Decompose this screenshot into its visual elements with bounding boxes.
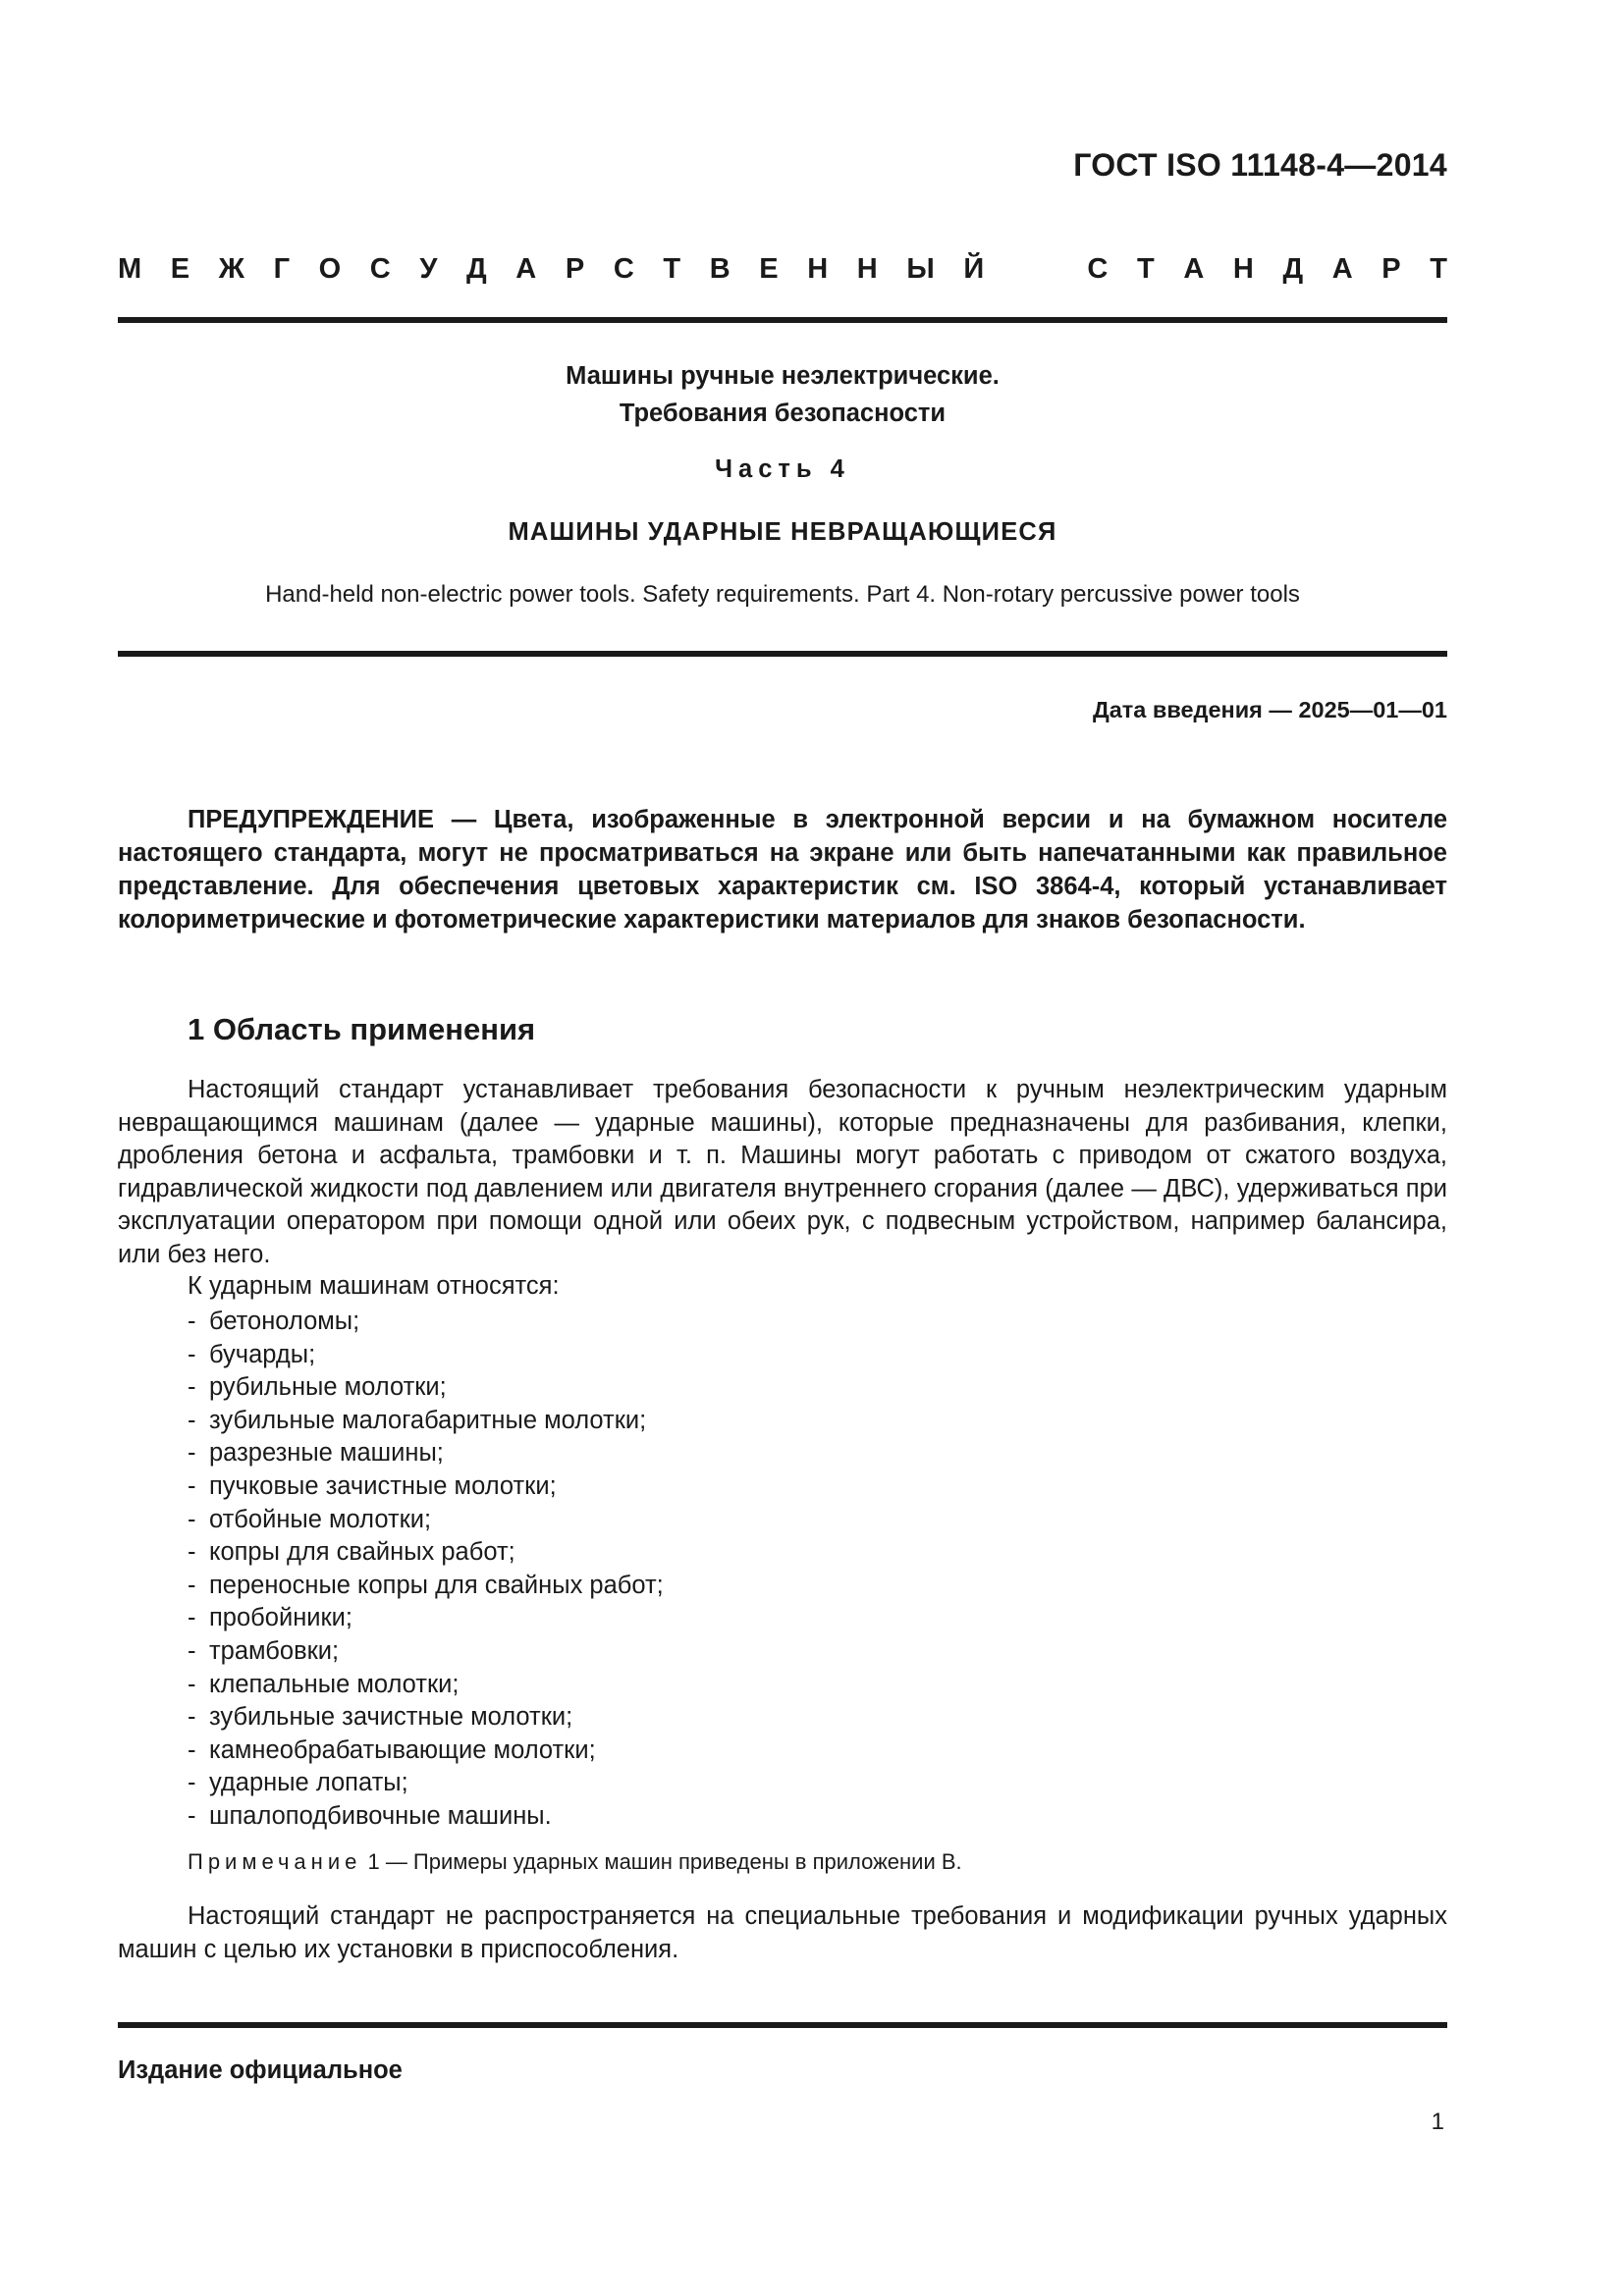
part-label: Часть 4 (715, 455, 850, 483)
list-item: - пробойники; (188, 1602, 664, 1635)
banner-letter: О (318, 253, 342, 285)
banner-letter: Р (1381, 253, 1401, 285)
list-item: - разрезные машины; (188, 1437, 664, 1470)
banner-letter: М (118, 253, 142, 285)
banner-letter: Т (663, 253, 681, 285)
list-item: - клепальные молотки; (188, 1669, 664, 1702)
list-item: - камнеобрабатывающие молотки; (188, 1735, 664, 1768)
document-number: ГОСТ ISO 11148-4—2014 (1073, 147, 1447, 183)
list-item: - отбойные молотки; (188, 1504, 664, 1537)
exclusion-paragraph: Настоящий стандарт не распространяется на специальные требования и модификации ручных ударных машин с целью их установки в приспособления. (118, 1902, 1447, 1963)
banner-letter: В (709, 253, 731, 285)
title-line-1: Машины ручные неэлектрические. (566, 362, 1000, 390)
banner-letter: С (613, 253, 634, 285)
banner-letter: Н (1232, 253, 1254, 285)
list-item: - пучковые зачистные молотки; (188, 1470, 664, 1504)
list-intro: К ударным машинам относятся: (188, 1272, 560, 1300)
list-item: - рубильные молотки; (188, 1371, 664, 1405)
tool-types-list (188, 1306, 664, 1834)
top-rule (118, 317, 1447, 323)
banner-letter: Ы (906, 253, 935, 285)
banner-letter: А (1183, 253, 1205, 285)
page-number: 1 (1431, 2109, 1444, 2135)
list-item: - трамбовки; (188, 1635, 664, 1669)
list-item: - копры для свайных работ; (188, 1536, 664, 1570)
list-item: - зубильные малогабаритные молотки; (188, 1405, 664, 1438)
list-item: - зубильные зачистные молотки; (188, 1701, 664, 1735)
note-label: Примечание (188, 1849, 362, 1874)
banner-letter: Й (963, 253, 985, 285)
list-item: - ударные лопаты; (188, 1767, 664, 1800)
banner-letter: Т (1136, 253, 1155, 285)
banner-word-gap (1013, 253, 1058, 286)
note-text: 1 — Примеры ударных машин приведены в приложении В. (367, 1849, 962, 1874)
banner-letter: Д (1282, 253, 1304, 285)
title-rule (118, 651, 1447, 657)
introduction-date: Дата введения — 2025—01—01 (1092, 697, 1447, 722)
footer-rule (118, 2022, 1447, 2028)
banner-letter: А (1331, 253, 1353, 285)
title-line-2: Требования безопасности (619, 400, 947, 427)
banner-letter: Г (273, 253, 291, 285)
banner-letter: Т (1430, 253, 1447, 285)
banner-letter: Д (466, 253, 487, 285)
banner-letter: Ж (218, 253, 244, 285)
scope-paragraph: Настоящий стандарт устанавливает требования безопасности к ручным неэлектрическим ударным невращающимся машинам (далее — ударные машины), которые предназначены для разбивания, клепки, дробления бетона и асфальта, трамбовки и т. п. Машины могут работать с приводом от сжатого воздуха, гидравлической жидкости под давлением или двигателя внутреннего сгорания (далее — ДВС), удерживаться при эксплуатации оператором при помощи одной или обеих рук, с подвесным устройством, например балансира, или без него. (118, 1076, 1447, 1268)
warning-paragraph: ПРЕДУПРЕЖДЕНИЕ — Цвета, изображенные в электронной версии и на бумажном носителе настоящего стандарта, могут не просматриваться на экране или быть напечатанными как правильное представление. Для обеспечения цветовых характеристик см. ISO 3864-4, который устанавливает колориметрические и фотометрические характеристики материалов для знаков безопасности. (118, 806, 1447, 934)
subtitle: МАШИНЫ УДАРНЫЕ НЕВРАЩАЮЩИЕСЯ (508, 518, 1057, 546)
title-block (118, 357, 1447, 432)
banner-letter: Н (856, 253, 878, 285)
banner-letter: Е (759, 253, 779, 285)
banner-letter: Р (565, 253, 585, 285)
banner-letter: С (1087, 253, 1109, 285)
banner-letter: Н (807, 253, 829, 285)
standard-type-banner (118, 253, 1447, 286)
list-item: - переносные копры для свайных работ; (188, 1570, 664, 1603)
banner-letter: У (419, 253, 438, 285)
list-item: - бетоноломы; (188, 1306, 664, 1339)
list-item: - шпалоподбивочные машины. (188, 1800, 664, 1834)
english-title: Hand-held non-electric power tools. Safety requirements. Part 4. Non-rotary percussive power tools (265, 581, 1300, 608)
note (188, 1849, 962, 1875)
edition-label: Издание официальное (118, 2056, 403, 2084)
section-heading: 1 Область применения (188, 1012, 536, 1046)
banner-letter: Е (170, 253, 190, 285)
banner-letter: С (369, 253, 391, 285)
banner-letter: А (515, 253, 537, 285)
list-item: - бучарды; (188, 1339, 664, 1372)
